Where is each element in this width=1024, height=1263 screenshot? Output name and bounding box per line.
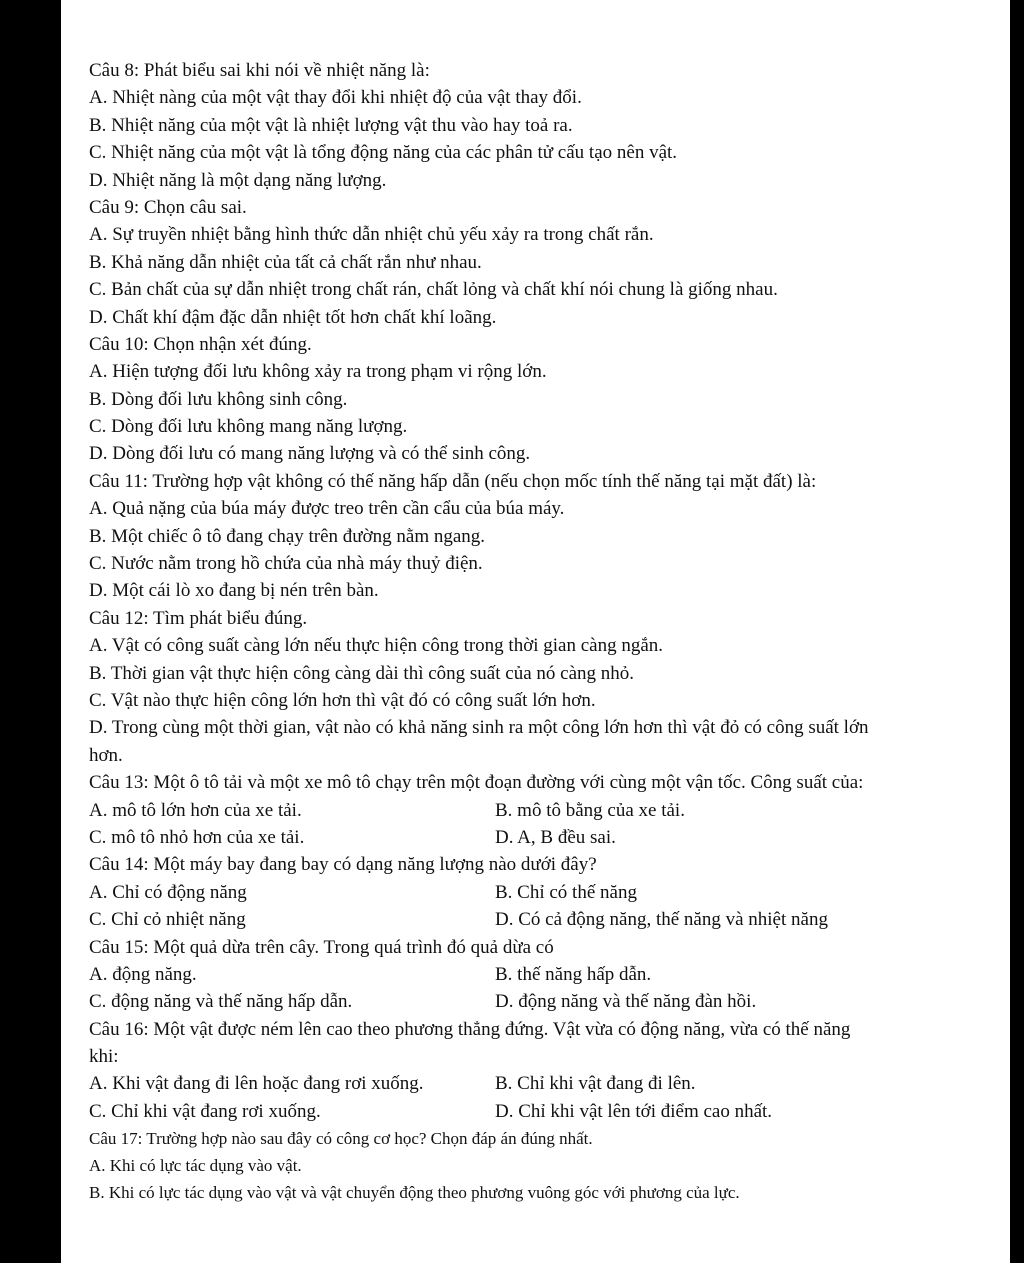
option-8b: B. Nhiệt năng của một vật là nhiệt lượng vật thu vào hay toả ra. bbox=[89, 114, 573, 136]
option-12b: B. Thời gian vật thực hiện công càng dài thì công suất của nó càng nhỏ. bbox=[89, 662, 634, 684]
option-11b: B. Một chiếc ô tô đang chạy trên đường nằm ngang. bbox=[89, 525, 486, 547]
options-15-row1 bbox=[89, 961, 989, 988]
question-16-continued: khi: bbox=[89, 1046, 119, 1068]
option-13a: A. mô tô lớn hơn của xe tải. bbox=[89, 799, 302, 821]
question-9: Câu 9: Chọn câu sai. bbox=[89, 196, 247, 218]
question-11: Câu 11: Trường hợp vật không có thế năng hấp dẫn (nếu chọn mốc tính thế năng tại mặt đất) là: bbox=[89, 470, 817, 492]
option-9d: D. Chất khí đậm đặc dẫn nhiệt tốt hơn chất khí loãng. bbox=[89, 306, 497, 328]
option-14b: B. Chỉ có thế năng bbox=[495, 881, 637, 903]
question-16: Câu 16: Một vật được ném lên cao theo phương thẳng đứng. Vật vừa có động năng, vừa có thế năng bbox=[89, 1018, 851, 1040]
option-13d: D. A, B đều sai. bbox=[495, 826, 616, 848]
option-15d: D. động năng và thế năng đàn hồi. bbox=[495, 991, 757, 1013]
option-10b: B. Dòng đối lưu không sinh công. bbox=[89, 388, 348, 410]
document-page bbox=[61, 0, 1010, 1263]
options-16-row1 bbox=[89, 1070, 989, 1097]
option-17b: B. Khi có lực tác dụng vào vật và vật chuyển động theo phương vuông góc với phương của lực. bbox=[89, 1183, 740, 1203]
option-8c: C. Nhiệt năng của một vật là tổng động năng của các phân tử cấu tạo nên vật. bbox=[89, 142, 678, 164]
question-14: Câu 14: Một máy bay đang bay có dạng năng lượng nào dưới đây? bbox=[89, 854, 597, 876]
option-9c: C. Bản chất của sự dẫn nhiệt trong chất rán, chất lỏng và chất khí nói chung là giống nhau. bbox=[89, 279, 778, 301]
option-9a: A. Sự truyền nhiệt bằng hình thức dẫn nhiệt chủ yếu xảy ra trong chất rắn. bbox=[89, 224, 654, 246]
question-10: Câu 10: Chọn nhận xét đúng. bbox=[89, 333, 312, 355]
document-content bbox=[89, 57, 989, 1206]
option-16d: D. Chỉ khi vật lên tới điểm cao nhất. bbox=[495, 1100, 773, 1122]
option-15a: A. động năng. bbox=[89, 963, 197, 985]
option-9b: B. Khả năng dẫn nhiệt của tất cả chất rắn như nhau. bbox=[89, 251, 482, 273]
options-15-row2 bbox=[89, 988, 989, 1015]
option-13b: B. mô tô bằng của xe tải. bbox=[495, 799, 685, 821]
option-12d: D. Trong cùng một thời gian, vật nào có khả năng sinh ra một công lớn hơn thì vật đỏ có công suất lớn bbox=[89, 717, 869, 739]
option-12d-continued: hơn. bbox=[89, 744, 123, 766]
option-11d: D. Một cái lò xo đang bị nén trên bàn. bbox=[89, 580, 379, 602]
question-12: Câu 12: Tìm phát biểu đúng. bbox=[89, 607, 308, 629]
option-10d: D. Dòng đối lưu có mang năng lượng và có thể sinh công. bbox=[89, 443, 531, 465]
option-15c: C. động năng và thế năng hấp dẫn. bbox=[89, 991, 353, 1013]
question-8: Câu 8: Phát biểu sai khi nói về nhiệt năng là: bbox=[89, 60, 430, 81]
option-16c: C. Chỉ khi vật đang rơi xuống. bbox=[89, 1100, 321, 1122]
option-17a: A. Khi có lực tác dụng vào vật. bbox=[89, 1156, 302, 1176]
option-12a: A. Vật có công suất càng lớn nếu thực hiện công trong thời gian càng ngắn. bbox=[89, 635, 664, 657]
option-15b: B. thế năng hấp dẫn. bbox=[495, 963, 652, 985]
question-13: Câu 13: Một ô tô tải và một xe mô tô chạy trên một đoạn đường với cùng một vận tốc. Công suất của: bbox=[89, 772, 864, 794]
option-14d: D. Có cả động năng, thế năng và nhiệt năng bbox=[495, 909, 828, 931]
option-10a: A. Hiện tượng đối lưu không xảy ra trong phạm vi rộng lớn. bbox=[89, 361, 547, 383]
option-12c: C. Vật nào thực hiện công lớn hơn thì vật đó có công suất lớn hơn. bbox=[89, 689, 596, 711]
options-16-row2 bbox=[89, 1098, 989, 1125]
option-16a: A. Khi vật đang đi lên hoặc đang rơi xuống. bbox=[89, 1073, 424, 1095]
option-13c: C. mô tô nhỏ hơn của xe tải. bbox=[89, 826, 305, 848]
option-11c: C. Nước nằm trong hồ chứa của nhà máy thuỷ điện. bbox=[89, 553, 483, 575]
option-8d: D. Nhiệt năng là một dạng năng lượng. bbox=[89, 169, 387, 191]
option-10c: C. Dòng đối lưu không mang năng lượng. bbox=[89, 416, 408, 438]
option-14c: C. Chỉ cỏ nhiệt năng bbox=[89, 909, 246, 931]
option-8a: A. Nhiệt nàng của một vật thay đổi khi nhiệt độ của vật thay đổi. bbox=[89, 87, 582, 109]
options-13-row1 bbox=[89, 797, 989, 824]
question-15: Câu 15: Một quả dừa trên cây. Trong quá trình đó quả dừa có bbox=[89, 936, 554, 958]
question-17: Câu 17: Trường hợp nào sau đây có công cơ học? Chọn đáp án đúng nhất. bbox=[89, 1129, 593, 1149]
option-14a: A. Chỉ có động năng bbox=[89, 881, 247, 903]
option-16b: B. Chỉ khi vật đang đi lên. bbox=[495, 1073, 696, 1095]
option-11a: A. Quả nặng của búa máy được treo trên cần cẩu của búa máy. bbox=[89, 498, 565, 520]
options-13-row2 bbox=[89, 824, 989, 851]
options-14-row1 bbox=[89, 879, 989, 906]
options-14-row2 bbox=[89, 906, 989, 933]
